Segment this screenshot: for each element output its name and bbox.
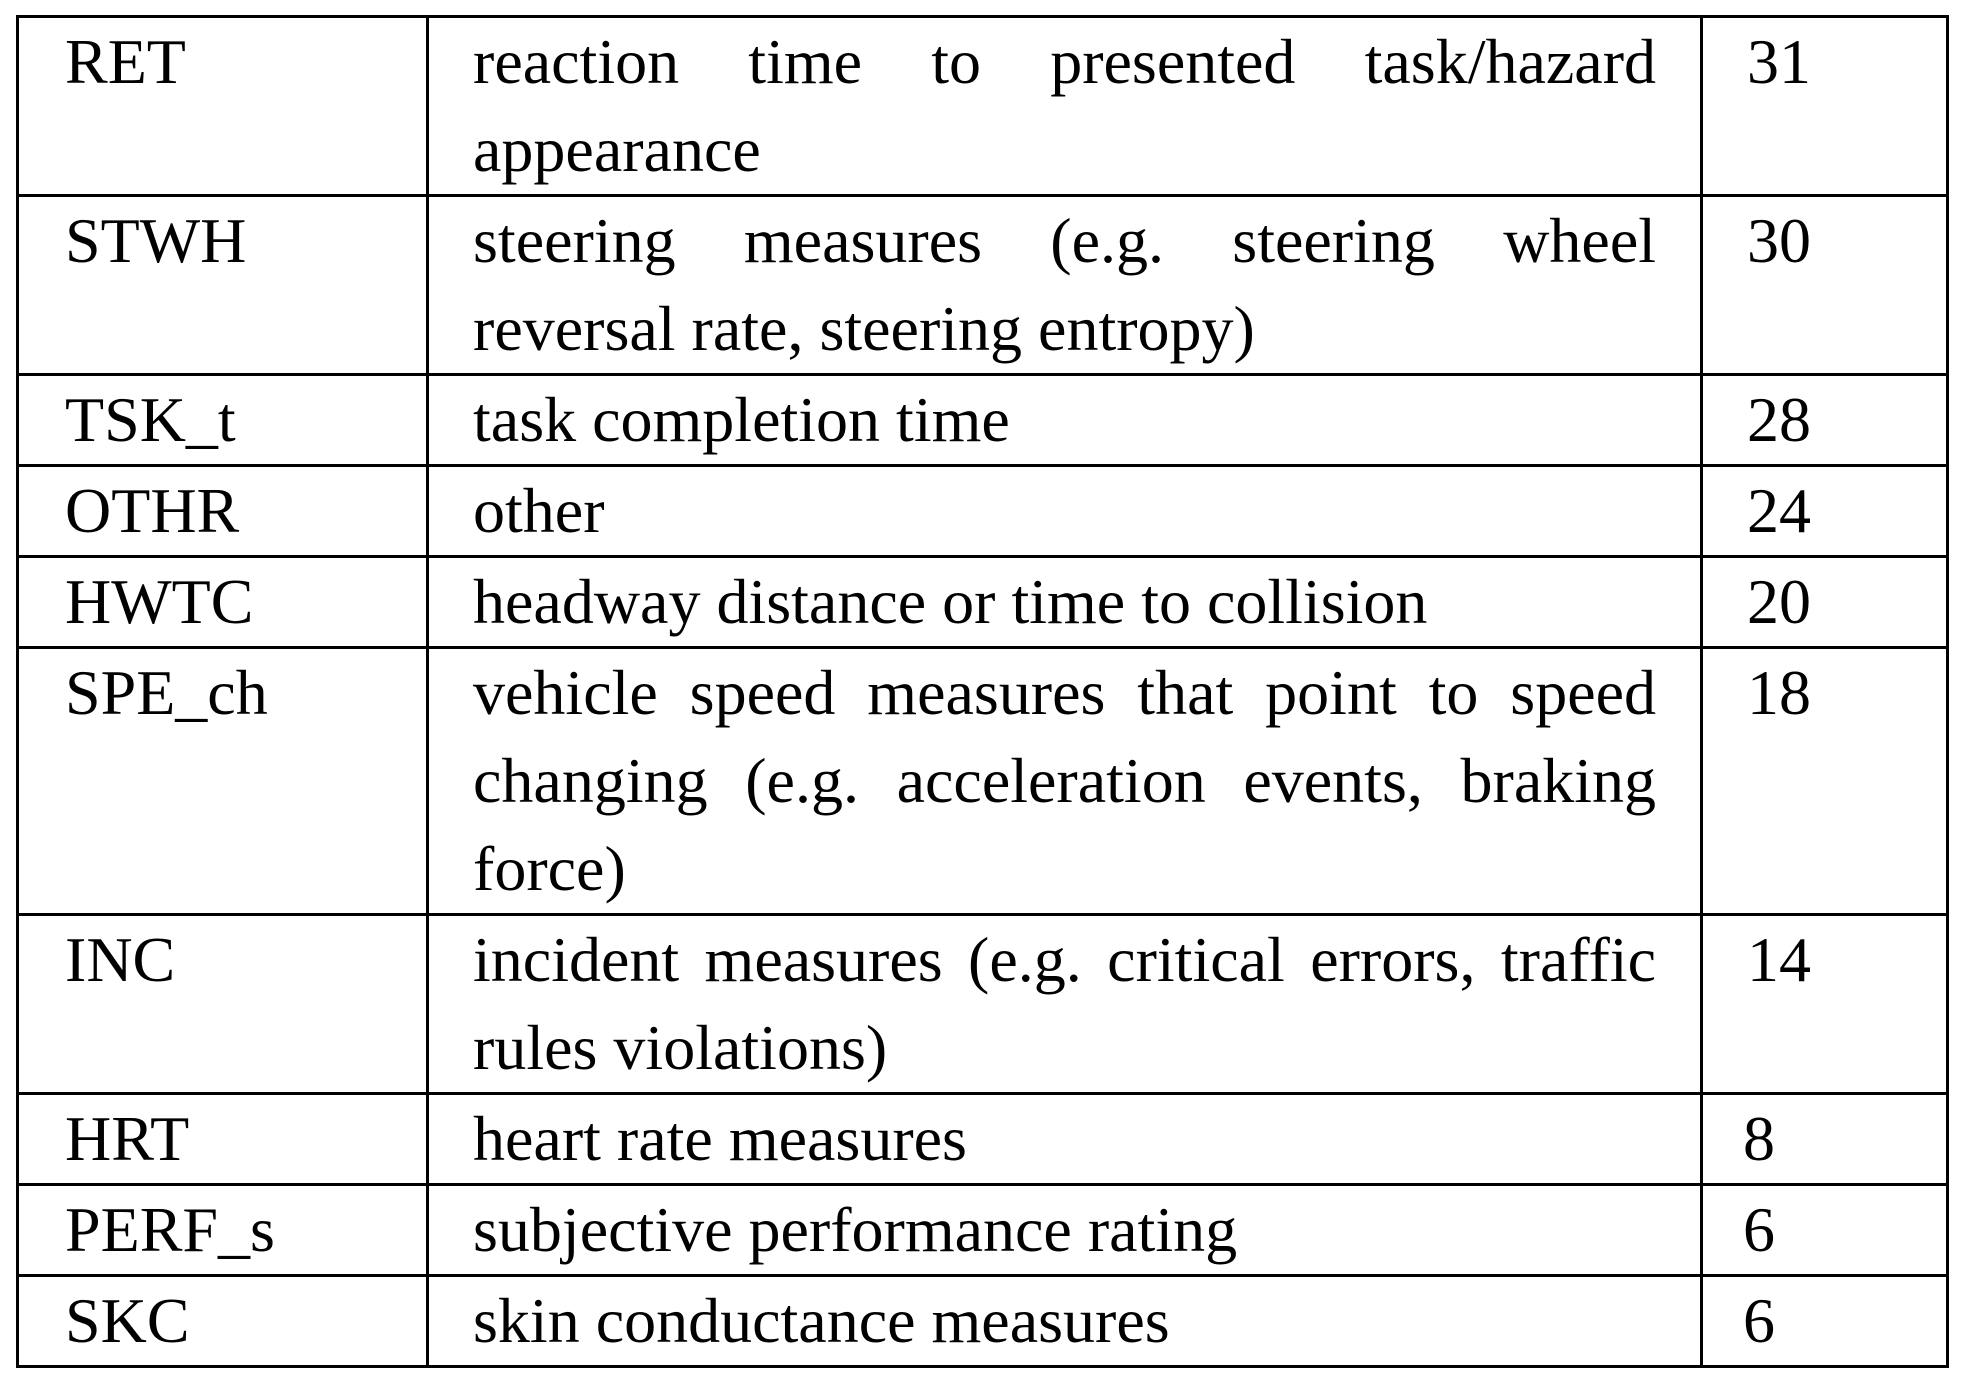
table-row <box>18 17 1948 196</box>
measure-description: headway distance or time to collision <box>428 557 1702 648</box>
measure-count: 14 <box>1702 915 1948 1094</box>
measure-count: 31 <box>1702 17 1948 196</box>
table-row <box>18 375 1948 466</box>
measure-count: 30 <box>1702 196 1948 375</box>
measure-code: SPE_ch <box>18 648 428 915</box>
measure-description: skin conductance measures <box>428 1276 1702 1367</box>
measure-count: 6 <box>1702 1276 1948 1367</box>
table-row <box>18 1094 1948 1185</box>
measure-description: incident measures (e.g. critical errors, traffic rules violations) <box>428 915 1702 1094</box>
measure-description: heart rate measures <box>428 1094 1702 1185</box>
measure-count: 24 <box>1702 466 1948 557</box>
measure-description: reaction time to presented task/hazard appearance <box>428 17 1702 196</box>
table-row <box>18 196 1948 375</box>
measure-code: RET <box>18 17 428 196</box>
measure-count: 28 <box>1702 375 1948 466</box>
table-row <box>18 1185 1948 1276</box>
measure-description: other <box>428 466 1702 557</box>
measure-count: 6 <box>1702 1185 1948 1276</box>
measure-code: STWH <box>18 196 428 375</box>
measure-code: HWTC <box>18 557 428 648</box>
measure-code: PERF_s <box>18 1185 428 1276</box>
table-row <box>18 466 1948 557</box>
measure-description: vehicle speed measures that point to speed changing (e.g. acceleration events, braking force) <box>428 648 1702 915</box>
measure-count: 20 <box>1702 557 1948 648</box>
measure-description: task completion time <box>428 375 1702 466</box>
measure-description: steering measures (e.g. steering wheel reversal rate, steering entropy) <box>428 196 1702 375</box>
measures-table <box>16 15 1949 1368</box>
measure-description: subjective performance rating <box>428 1185 1702 1276</box>
measure-code: SKC <box>18 1276 428 1367</box>
measure-code: OTHR <box>18 466 428 557</box>
measure-count: 18 <box>1702 648 1948 915</box>
measure-code: INC <box>18 915 428 1094</box>
measures-table-body <box>18 17 1948 1367</box>
table-row <box>18 915 1948 1094</box>
measure-code: TSK_t <box>18 375 428 466</box>
table-row <box>18 1276 1948 1367</box>
table-row <box>18 648 1948 915</box>
measure-code: HRT <box>18 1094 428 1185</box>
table-row <box>18 557 1948 648</box>
measure-count: 8 <box>1702 1094 1948 1185</box>
